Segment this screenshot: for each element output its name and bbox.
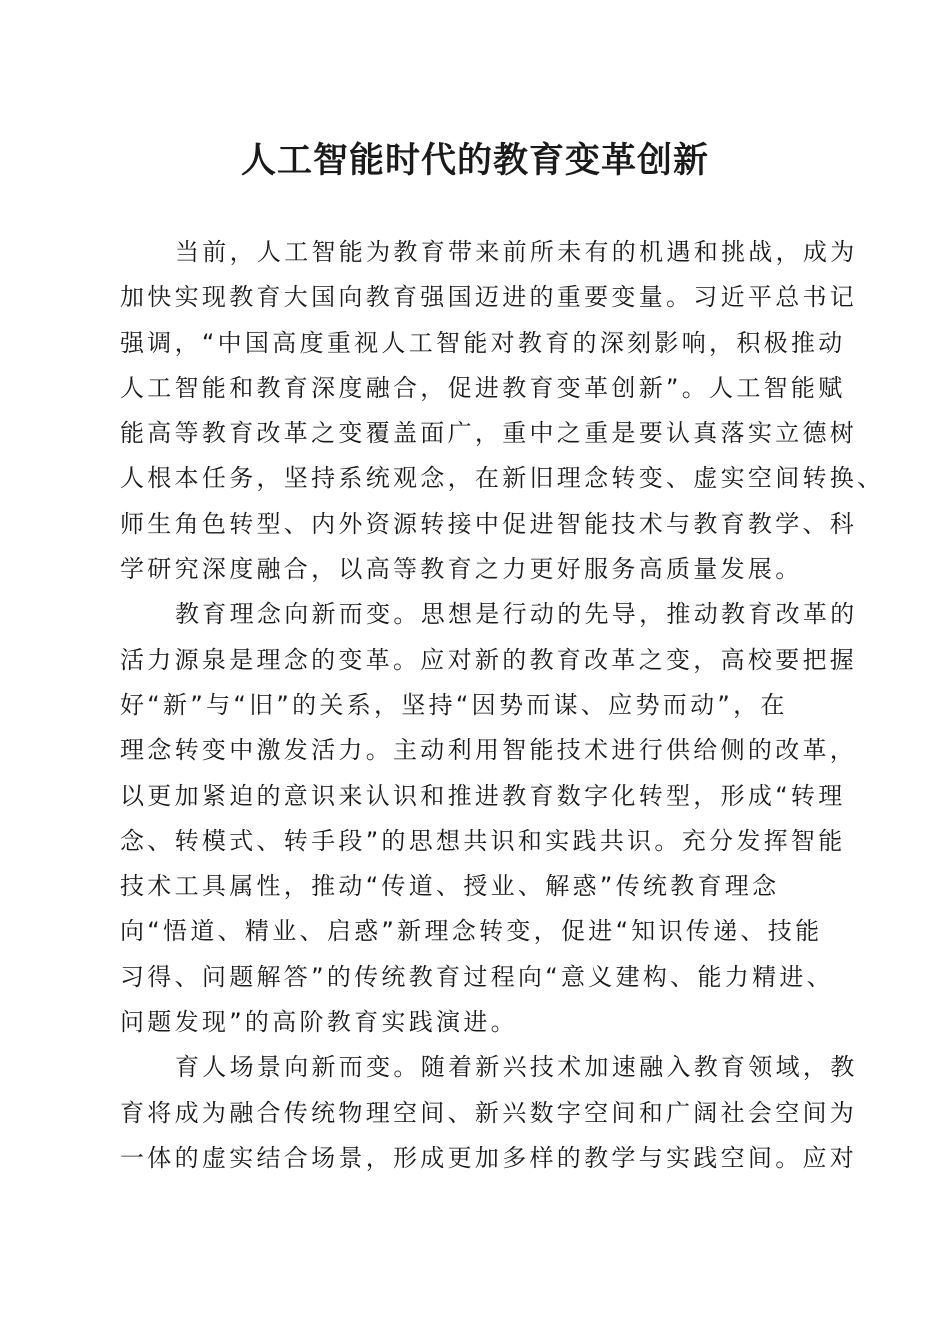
text-line: 习得、问题解答”的传统教育过程向“意义建构、能力精进、 <box>120 962 834 991</box>
text-line: 人工智能和教育深度融合，促进教育变革创新”。人工智能赋 <box>120 373 846 402</box>
text-line: 当前，人工智能为教育带来前所未有的机遇和挑战，成为 <box>175 238 858 266</box>
text-line: 活力源泉是理念的变革。应对新的教育改革之变，高校要把握 <box>120 645 858 674</box>
text-line: 学研究深度融合，以高等教育之力更好服务高质量发展。 <box>120 555 803 584</box>
text-line: 能高等教育改革之变覆盖面广，重中之重是要认真落实立德树 <box>120 419 858 448</box>
text-line: 育人场景向新而变。随着新兴技术加速融入教育领域，教 <box>175 1053 858 1082</box>
text-line: 念、转模式、转手段”的思想共识和实践共识。充分发挥智能 <box>120 826 846 855</box>
document-body <box>120 230 885 1181</box>
text-line: 技术工具属性，推动“传道、授业、解惑”传统教育理念 <box>120 872 780 901</box>
text-line: 问题发现”的高阶教育实践演进。 <box>120 1008 518 1037</box>
text-line: 师生角色转型、内外资源转接中促进智能技术与教育教学、科 <box>120 509 858 538</box>
text-line: 教育理念向新而变。思想是行动的先导，推动教育改革的 <box>175 600 858 629</box>
text-line: 向“悟道、精业、启惑”新理念转变，促进“知识传递、技能 <box>120 917 823 946</box>
paragraph-3 <box>120 1045 858 1181</box>
text-line: 人根本任务，坚持系统观念，在新旧理念转变、虚实空间转换、 <box>120 464 885 493</box>
paragraph-2 <box>120 592 858 1045</box>
text-line: 理念转变中激发活力。主动利用智能技术进行供给侧的改革， <box>120 736 858 765</box>
document-title: 人工智能时代的教育变革创新 <box>240 140 709 181</box>
text-line: 一体的虚实结合场景，形成更加多样的教学与实践空间。应对 <box>120 1143 858 1172</box>
text-line: 以更加紧迫的意识来认识和推进教育数字化转型，形成“转理 <box>120 781 846 810</box>
paragraph-1 <box>120 230 885 592</box>
text-line: 好“新”与“旧”的关系，坚持“因势而谋、应势而动”，在 <box>120 690 788 719</box>
text-line: 强调，“中国高度重视人工智能对教育的深刻影响，积极推动 <box>120 328 846 357</box>
text-line: 加快实现教育大国向教育强国迈进的重要变量。习近平总书记 <box>120 283 858 312</box>
text-line: 育将成为融合传统物理空间、新兴数字空间和广阔社会空间为 <box>120 1098 858 1127</box>
